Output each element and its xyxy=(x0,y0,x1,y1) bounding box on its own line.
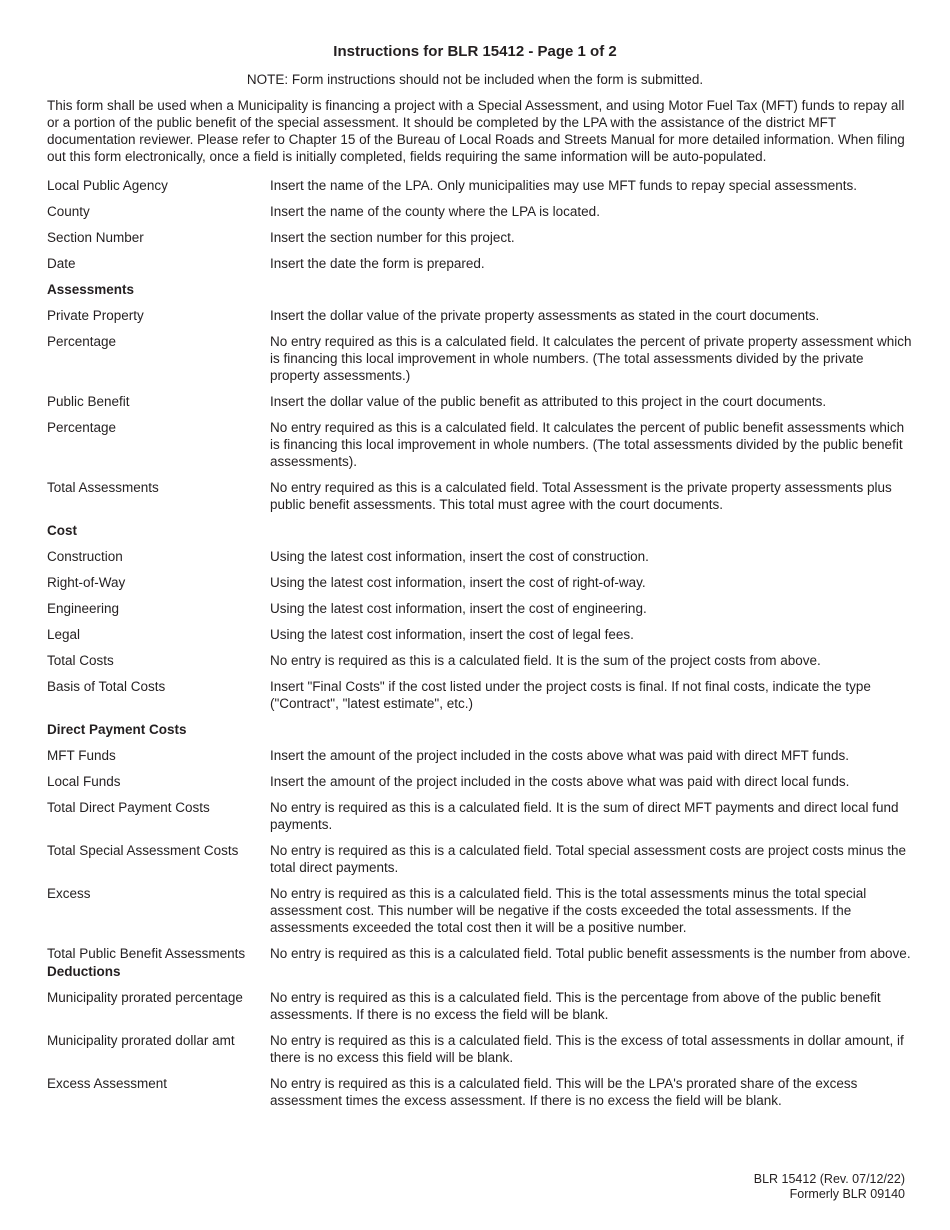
submission-note: NOTE: Form instructions should not be included when the form is submitted. xyxy=(246,72,704,87)
field-description: No entry required as this is a calculated field. Total Assessment is the private property assessments plus public benefit assessments. This total must agree with the court documents. xyxy=(270,480,892,512)
field-description: No entry is required as this is a calculated field. Total special assessment costs are project costs minus the total direct payments. xyxy=(270,843,907,875)
field-description xyxy=(270,963,912,980)
field-label: Excess xyxy=(47,886,91,901)
field-description: Using the latest cost information, insert the cost of legal fees. xyxy=(270,627,634,642)
field-description: Insert the name of the LPA. Only municipalities may use MFT funds to repay special assessments. xyxy=(270,178,858,193)
instruction-row xyxy=(47,177,912,194)
field-label: Basis of Total Costs xyxy=(47,679,166,694)
instruction-row xyxy=(47,203,912,220)
instruction-row xyxy=(47,393,912,410)
instruction-row xyxy=(47,747,912,764)
instruction-row xyxy=(47,1075,912,1109)
section-heading: Assessments xyxy=(47,282,135,297)
field-description: Insert "Final Costs" if the cost listed under the project costs is final. If not final costs, indicate the type ("Contract", "latest estimate", etc.) xyxy=(270,679,871,711)
instruction-row xyxy=(47,678,912,712)
field-description: No entry required as this is a calculated field. It calculates the percent of private property assessment which is financing this local improvement in whole numbers. (The total assessments divided by the private property assessments.) xyxy=(270,334,912,383)
field-description: Insert the amount of the project included in the costs above what was paid with direct local funds. xyxy=(270,774,850,789)
field-description: Insert the dollar value of the public benefit as attributed to this project in the court documents. xyxy=(270,394,827,409)
field-description: No entry is required as this is a calculated field. This is the total assessments minus the total special assessment cost. This number will be negative if the costs exceeded the total assessments. If the assessments exceeded the total cost then it will be a positive number. xyxy=(270,886,867,935)
field-description: Using the latest cost information, insert the cost of construction. xyxy=(270,549,649,564)
field-description: Using the latest cost information, insert the cost of engineering. xyxy=(270,601,647,616)
instruction-row xyxy=(47,548,912,565)
instruction-row xyxy=(47,945,912,962)
field-label: Right-of-Way xyxy=(47,575,126,590)
field-label: Construction xyxy=(47,549,123,564)
field-label: Local Funds xyxy=(47,774,121,789)
instruction-row xyxy=(47,626,912,643)
instruction-row xyxy=(47,799,912,833)
intro-paragraph: This form shall be used when a Municipality is financing a project with a Special Assessment, and using Motor Fuel Tax (MFT) funds to repay all or a portion of the public benefit of the special assessment. It should be completed by the LPA with the assistance of the district MFT documentation reviewer. Please refer to Chapter 15 of the Bureau of Local Roads and Streets Manual for more detailed information. When filing out this form electronically, once a field is initially completed, fields requiring the same information will be auto-populated. xyxy=(47,98,905,164)
section-heading: Cost xyxy=(47,523,77,538)
section-heading: Deductions xyxy=(47,964,121,979)
field-description: Insert the amount of the project included in the costs above what was paid with direct MFT funds. xyxy=(270,748,850,763)
field-description: Using the latest cost information, insert the cost of right-of-way. xyxy=(270,575,646,590)
field-description xyxy=(270,281,912,298)
field-description: No entry is required as this is a calculated field. It is the sum of direct MFT payments and direct local fund payments. xyxy=(270,800,899,832)
field-label: County xyxy=(47,204,90,219)
field-label: Local Public Agency xyxy=(47,178,168,193)
field-label: Legal xyxy=(47,627,81,642)
field-description: No entry is required as this is a calculated field. This is the percentage from above of the public benefit assessments. If there is no excess the field will be blank. xyxy=(270,990,881,1022)
instruction-row xyxy=(47,574,912,591)
instruction-row xyxy=(47,479,912,513)
field-label: Section Number xyxy=(47,230,144,245)
section-heading: Direct Payment Costs xyxy=(47,722,187,737)
field-label: Municipality prorated percentage xyxy=(47,990,243,1005)
field-description: Insert the name of the county where the LPA is located. xyxy=(270,204,600,219)
instruction-row xyxy=(47,989,912,1023)
field-description xyxy=(270,721,912,738)
instruction-row xyxy=(47,773,912,790)
field-description: Insert the dollar value of the private property assessments as stated in the court documents. xyxy=(270,308,820,323)
section-heading-row xyxy=(47,281,912,298)
field-label: MFT Funds xyxy=(47,748,116,763)
section-heading-row xyxy=(47,963,912,980)
field-description: No entry is required as this is a calculated field. This will be the LPA's prorated share of the excess assessment times the excess assessment. If there is no excess the field will be blank. xyxy=(270,1076,858,1108)
section-heading-row xyxy=(47,721,912,738)
instruction-row xyxy=(47,1032,912,1066)
instruction-row xyxy=(47,333,912,384)
instruction-row xyxy=(47,885,912,936)
field-description: No entry is required as this is a calculated field. It is the sum of the project costs from above. xyxy=(270,653,821,668)
instruction-row xyxy=(47,419,912,470)
field-label: Total Costs xyxy=(47,653,114,668)
instruction-row xyxy=(47,652,912,669)
instruction-row xyxy=(47,600,912,617)
field-label: Percentage xyxy=(47,334,117,349)
field-label: Percentage xyxy=(47,420,117,435)
former-form-number: Formerly BLR 09140 xyxy=(789,1187,905,1201)
field-description: Insert the section number for this project. xyxy=(270,230,515,245)
field-label: Excess Assessment xyxy=(47,1076,168,1091)
page-title: Instructions for BLR 15412 - Page 1 of 2 xyxy=(333,43,617,60)
field-description: No entry is required as this is a calculated field. This is the excess of total assessments in dollar amount, if there is no excess this field will be blank. xyxy=(270,1033,904,1065)
instruction-row xyxy=(47,842,912,876)
field-description: No entry is required as this is a calculated field. Total public benefit assessments is the number from above. xyxy=(270,946,911,961)
field-description xyxy=(270,522,912,539)
field-label: Public Benefit xyxy=(47,394,130,409)
field-label: Total Special Assessment Costs xyxy=(47,843,239,858)
instruction-row xyxy=(47,255,912,272)
field-label: Total Public Benefit Assessments xyxy=(47,946,246,961)
field-description: Insert the date the form is prepared. xyxy=(270,256,485,271)
field-label: Date xyxy=(47,256,76,271)
instruction-row xyxy=(47,229,912,246)
field-label: Private Property xyxy=(47,308,144,323)
instruction-list xyxy=(47,177,912,1118)
field-label: Total Assessments xyxy=(47,480,159,495)
field-label: Engineering xyxy=(47,601,120,616)
field-description: No entry required as this is a calculated field. It calculates the percent of public benefit assessments which is financing this local improvement in whole numbers. (The total assessments divided by the public benefit assessments). xyxy=(270,420,905,469)
field-label: Municipality prorated dollar amt xyxy=(47,1033,235,1048)
section-heading-row xyxy=(47,522,912,539)
form-revision: BLR 15412 (Rev. 07/12/22) xyxy=(753,1172,905,1186)
field-label: Total Direct Payment Costs xyxy=(47,800,210,815)
instruction-row xyxy=(47,307,912,324)
form-footer xyxy=(754,1172,905,1202)
